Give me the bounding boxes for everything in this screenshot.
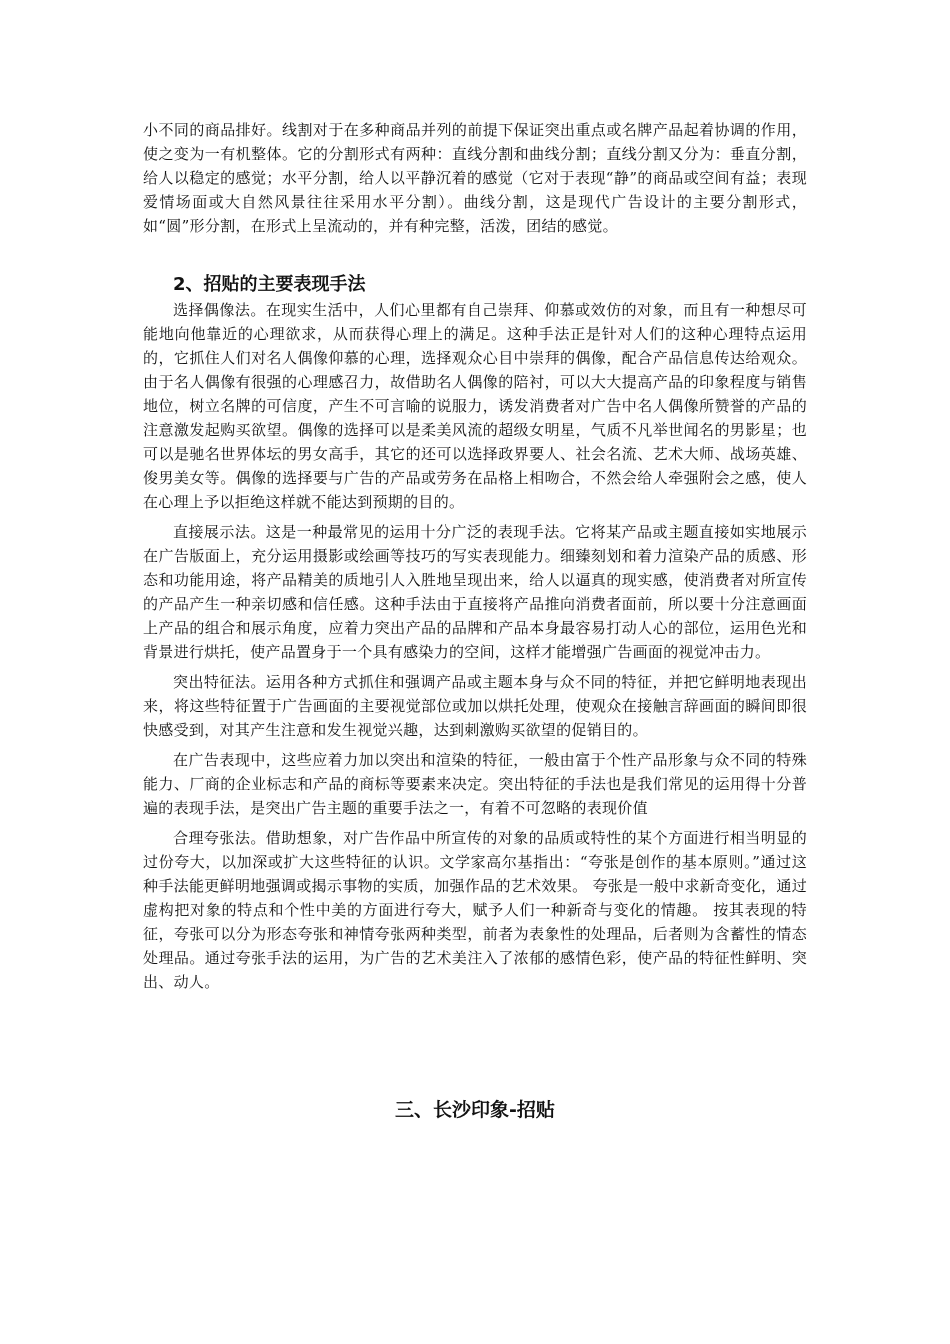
paragraph-exaggeration: 合理夸张法。借助想象，对广告作品中所宣传的对象的品质或特性的某个方面进行相当明显的过份夸大，以加深或扩大这些特征的认识。文学家高尔基指出：“夸张是创作的基本原则。”通过这种手法能更鲜明地强调或揭示事物的实质，加强作品的艺术效果。 夸张是一般中求新奇变化，通过虚构把对象的特点和个性中美的方面进行夸大，赋予人们一种新奇与变化的情趣。 按其表现的特征，夸张可以分为形态夸张和神情夸张两种类型，前者为表象性的处理品，后者则为含蓄性的情态处理品。通过夸张手法的运用，为广告的艺术美注入了浓郁的感情色彩，使产品的特征性鲜明、突出、动人。 [143, 829, 807, 991]
paragraph-highlight-features: 突出特征法。运用各种方式抓住和强调产品或主题本身与众不同的特征，并把它鲜明地表现出来，将这些特征置于广告画面的主要视觉部位或加以烘托处理，使观众在接触言辞画面的瞬间即很快感受到，对其产生注意和发生视觉兴趣，达到刺激购买欲望的促销目的。 [143, 673, 807, 739]
paragraph-features-in-ads: 在广告表现中，这些应着力加以突出和渲染的特征，一般由富于个性产品形象与众不同的特殊能力、厂商的企业标志和产品的商标等要素来决定。突出特征的手法也是我们常见的运用得十分普遍的表现手法，是突出广告主题的重要手法之一，有着不可忽略的表现价值 [143, 751, 807, 817]
paragraph-idol-method: 选择偶像法。在现实生活中，人们心里都有自己崇拜、仰慕或效仿的对象，而且有一种想尽可能地向他靠近的心理欲求，从而获得心理上的满足。这种手法正是针对人们的这种心理特点运用的，它抓住人们对名人偶像仰慕的心理，选择观众心目中崇拜的偶像，配合产品信息传达给观众。由于名人偶像有很强的心理感召力，故借助名人偶像的陪衬，可以大大提高产品的印象程度与销售地位，树立名牌的可信度，产生不可言喻的说服力，诱发消费者对广告中名人偶像所赞誉的产品的注意激发起购买欲望。偶像的选择可以是柔美风流的超级女明星，气质不凡举世闻名的男影星；也可以是驰名世界体坛的男女高手，其它的还可以选择政界要人、社会名流、艺术大师、战场英雄、俊男美女等。偶像的选择要与广告的产品或劳务在品格上相吻合，不然会给人牵强附会之感，使人在心理上予以拒绝这样就不能达到预期的目的。 [143, 301, 807, 511]
paragraph-direct-display: 直接展示法。这是一种最常见的运用十分广泛的表现手法。它将某产品或主题直接如实地展示在广告版面上，充分运用摄影或绘画等技巧的写实表现能力。细臻刻划和着力渲染产品的质感、形态和功能用途，将产品精美的质地引人入胜地呈现出来，给人以逼真的现实感，使消费者对所宣传的产品产生一种亲切感和信任感。这种手法由于直接将产品推向消费者面前，所以要十分注意画面上产品的组合和展示角度，应着力突出产品的品牌和产品本身最容易打动人心的部位，运用色光和背景进行烘托，使产品置身于一个具有感染力的空间，这样才能增强广告画面的视觉冲击力。 [143, 523, 807, 661]
chapter-heading: 三、长沙印象-招贴 [395, 1099, 555, 1121]
intro-paragraph: 小不同的商品排好。线割对于在多种商品并列的前提下保证突出重点或名牌产品起着协调的作用，使之变为一有机整体。它的分割形式有两种：直线分割和曲线分割；直线分割又分为：垂直分割，给人以稳定的感觉；水平分割，给人以平静沉着的感觉（它对于表现“静”的商品或空间有益；表现爱情场面或大自然风景往往采用水平分割）。曲线分割，这是现代广告设计的主要分割形式，如“圆”形分割，在形式上呈流动的，并有种完整，活泼，团结的感觉。 [143, 121, 807, 235]
intro-text-block [143, 118, 807, 244]
section-heading: 2、招贴的主要表现手法 [173, 274, 366, 295]
body-text-block [143, 298, 807, 1000]
